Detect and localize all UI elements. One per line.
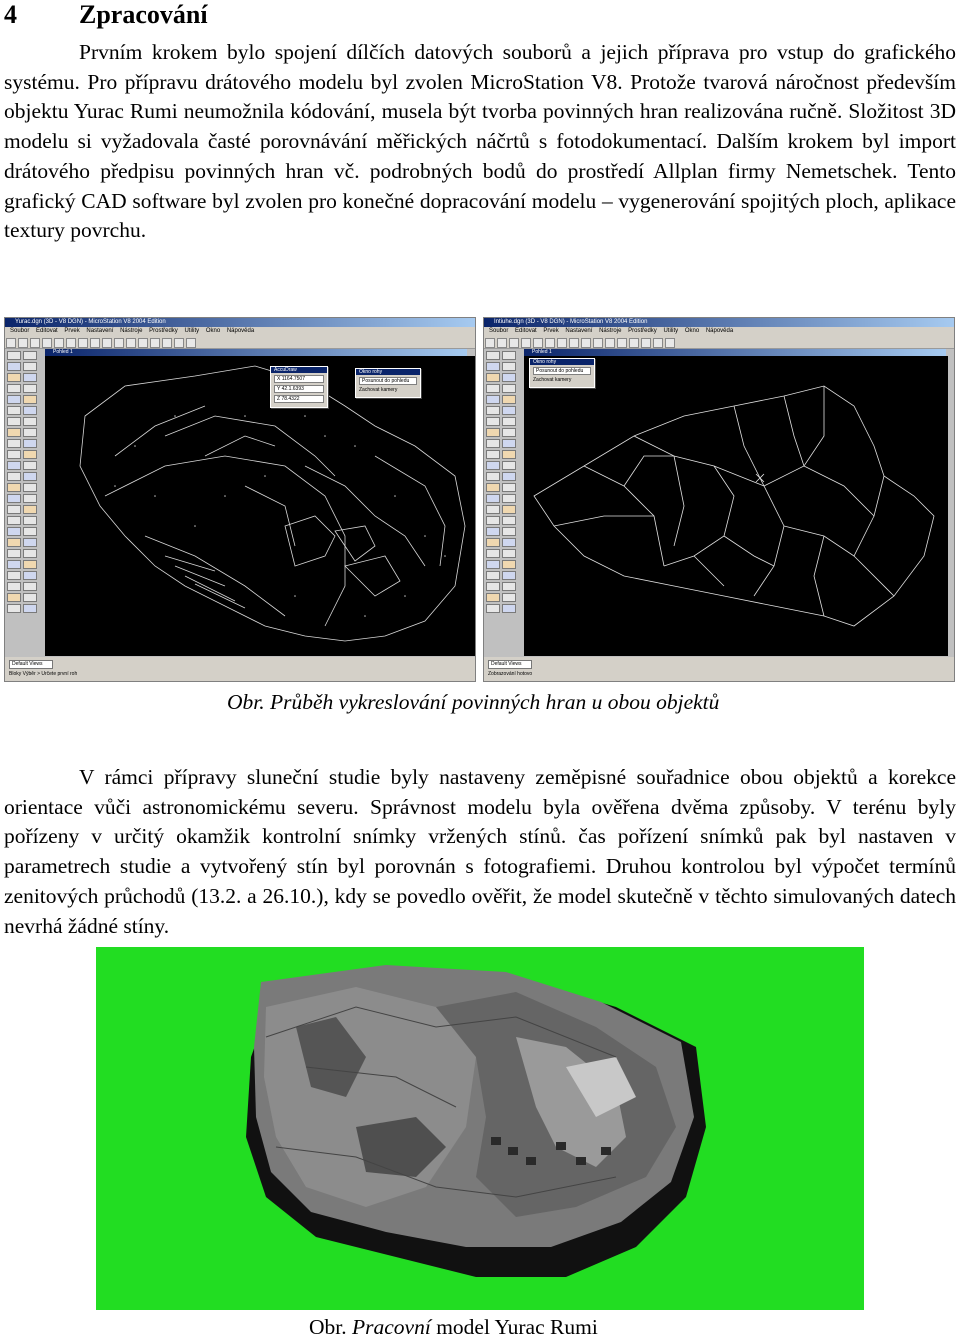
right-window-titlebar: Intiuhe.dgn (3D - V8 DGN) - MicroStation V8 2004 Edition (484, 318, 954, 327)
left-menu-prostredky: Prostředky (149, 328, 178, 334)
figure-left-screenshot (4, 317, 476, 682)
left-accudraw-dialog (270, 366, 328, 408)
right-view-titlebar: Pohled 1 (524, 349, 946, 356)
figure-right-screenshot (483, 317, 955, 682)
paragraph-2: V rámci přípravy sluneční studie byly nastaveny zeměpisné souřadnice obou objektů a korekce orientace vůči astronomickému severu. Správnost modelu byla ověřena dvěma způsoby. V terénu byly pořízeny v určitý okamžik kontrolní snímky vržených stínů. čas pořízení snímků pak byl nastaven v parametrech studie a vytvořený stín byl porovnán s fotografiemi. Druhou kontrolou byl výpočet termínů zenitových průchodů (13.2. a 26.10.), kdy se povedlo ověřit, že model skutečně v těchto simulovaných datech nevrhá žádné stíny. (4, 765, 956, 938)
right-window-toolbar (484, 336, 954, 349)
left-window-titlebar: Yurac.dgn (3D - V8 DGN) - MicroStation V8 2004 Edition (5, 318, 475, 327)
left-wireframe-viewport (45, 356, 476, 656)
right-corners-field: Posunout do pohledu (533, 367, 591, 375)
right-menu-prostredky: Prostředky (628, 328, 657, 334)
left-accudraw-title: AccuDraw (271, 367, 327, 373)
left-corners-title: Okno rohy (356, 369, 420, 375)
right-menu-prvek: Prvek (543, 328, 559, 334)
right-window-menubar (484, 327, 954, 336)
left-menu-utility: Utility (184, 328, 200, 334)
right-status-text: Zobrazování hotovo (488, 671, 533, 677)
right-corners-check: Zachovat kamery (533, 377, 572, 383)
left-accudraw-y: Y 42.1.6393 (274, 385, 324, 393)
figure-1-caption: Obr. Průběh vykreslování povinných hran u obou objektů (227, 690, 720, 714)
left-status-text: Bloky Výběr > Určete první roh (9, 671, 78, 677)
right-menu-soubor: Soubor (489, 328, 509, 334)
section-title: Zpracování (79, 0, 208, 29)
left-statusbar (5, 657, 475, 681)
figure-2-caption-suffix: model Yurac Rumi (430, 1315, 598, 1339)
figure-2-caption-italic: Pracovní (352, 1315, 431, 1339)
right-wireframe-viewport (524, 356, 948, 656)
right-menu-nastroje: Nástroje (599, 328, 622, 334)
right-corners-title: Okno rohy (530, 359, 594, 365)
right-menu-okno: Okno (684, 328, 700, 334)
model-render-drawing (96, 947, 864, 1310)
left-corners-field: Posunout do pohledu (359, 377, 417, 385)
left-status-view: Default Views (9, 660, 53, 669)
right-status-view: Default Views (488, 660, 532, 669)
left-corners-check: Zachovat kamery (359, 387, 398, 393)
left-menu-prvek: Prvek (64, 328, 80, 334)
left-tool-palette (6, 350, 42, 650)
left-window-corners-dialog (355, 368, 421, 398)
left-menu-nastaveni: Nastavení (86, 328, 114, 334)
paragraph-1: Prvním krokem bylo spojení dílčích datových souborů a jejich příprava pro vstup do grafického systému. Pro přípravu drátového modelu byl zvolen MicroStation V8. Protože tvarová náročnost především objektu Yurac Rumi neumožnila kódování, musela být tvorba povinných hran realizována ručně. Složitost 3D modelu si vyžadovala časté porovnávání měřických náčrtů s fotodokumentací. Dalším krokem byl import drátového předpisu povinných hran vč. podrobných bodů do prostředí Allplan firmy Nemetschek. Tento grafický CAD software byl zvolen pro konečné dopracování modelu – vygenerování spojitých ploch, aplikace textury povrchu. (4, 40, 956, 243)
left-menu-editovat: Editovat (36, 328, 58, 334)
figure-2-caption-prefix: Obr. (309, 1315, 352, 1339)
left-window-toolbar (5, 336, 475, 349)
right-statusbar (484, 657, 954, 681)
right-wireframe-drawing (524, 356, 948, 656)
right-menu-nastaveni: Nastavení (565, 328, 593, 334)
model-render-image (96, 947, 864, 1310)
left-menu-soubor: Soubor (10, 328, 30, 334)
right-menu-napoveda: Nápověda (705, 328, 734, 334)
right-menu-editovat: Editovat (515, 328, 537, 334)
left-accudraw-z: Z 78.4322 (274, 395, 324, 403)
right-window-corners-dialog (529, 358, 595, 388)
left-menu-nastroje: Nástroje (120, 328, 143, 334)
left-accudraw-x: X 1164.7507 (274, 375, 324, 383)
right-tool-palette (485, 350, 521, 650)
left-menu-napoveda: Nápověda (226, 328, 255, 334)
right-menu-utility: Utility (663, 328, 679, 334)
left-menu-okno: Okno (205, 328, 221, 334)
left-wireframe-drawing (45, 356, 476, 656)
section-number: 4 (4, 0, 17, 29)
figure-2-caption (309, 1315, 598, 1340)
left-window-menubar (5, 327, 475, 336)
left-view-titlebar: Pohled 1 (45, 349, 467, 356)
